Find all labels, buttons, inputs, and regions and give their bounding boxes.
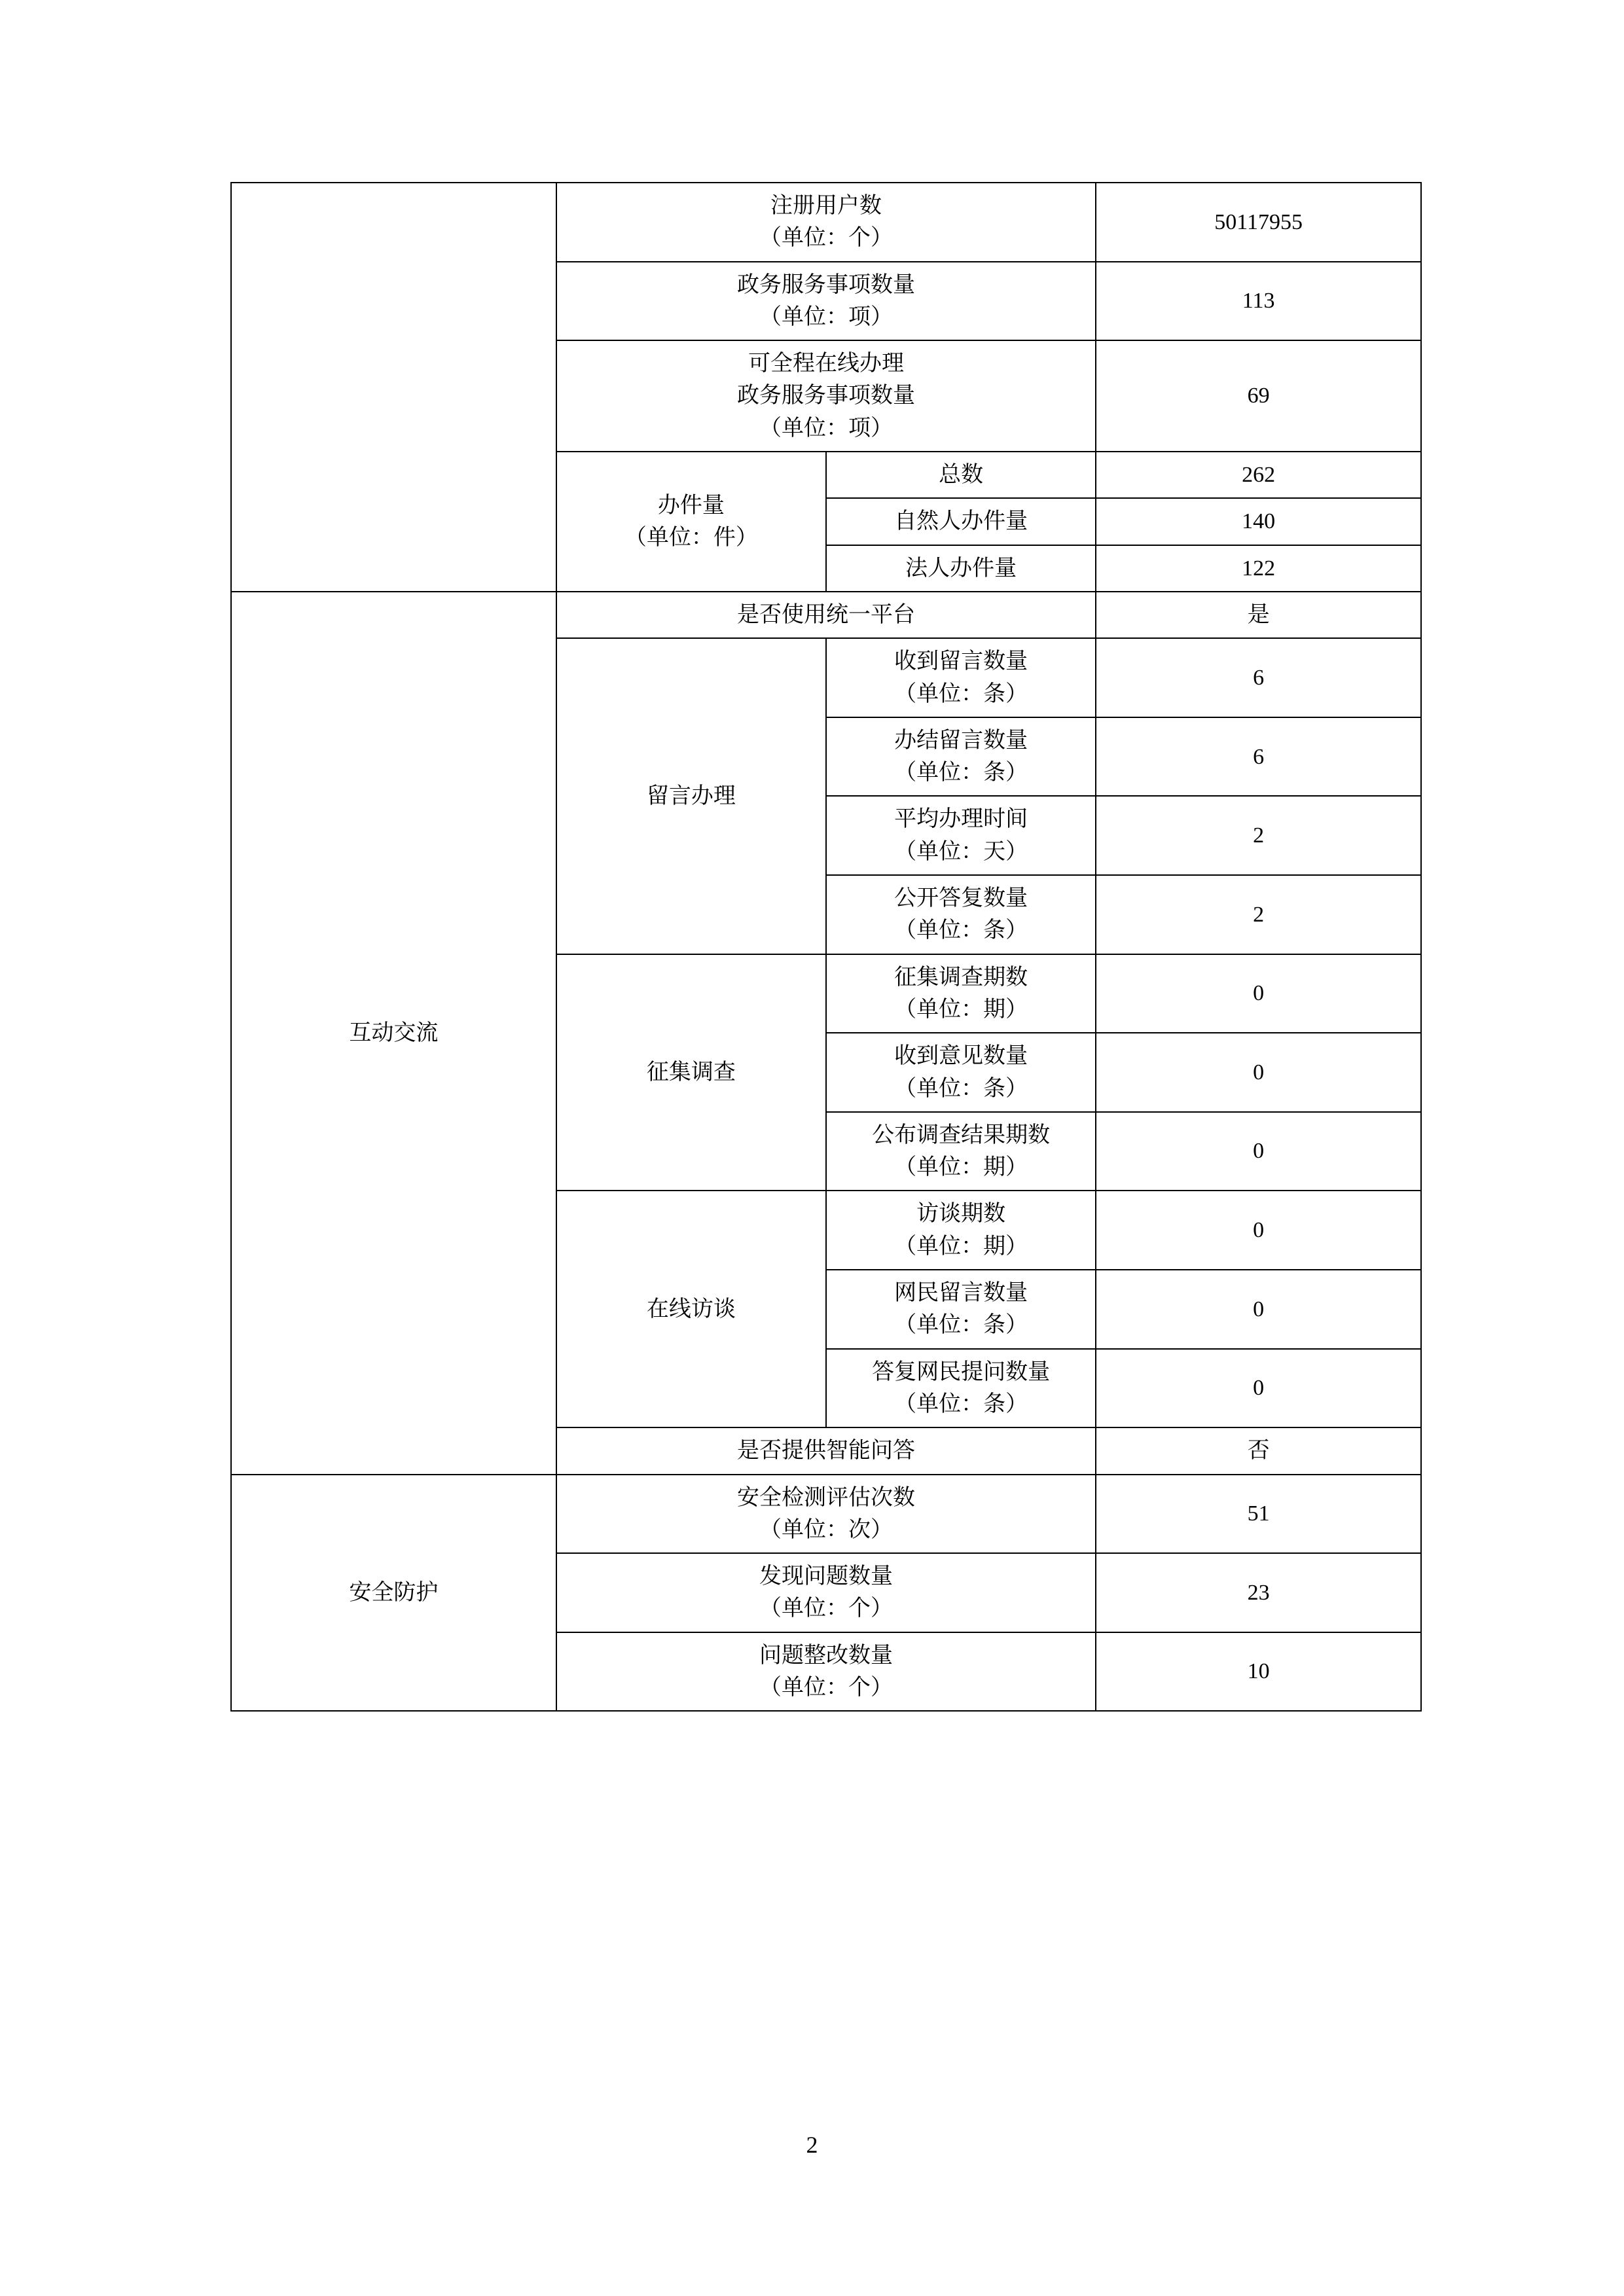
item-label: 在线访谈 (646, 1297, 736, 1321)
table-row (231, 592, 1421, 638)
value-smart-qa: 否 (1096, 1427, 1421, 1474)
sub-label-legal-person: 法人办件量 (826, 545, 1096, 592)
sub-unit: （单位：条） (894, 1076, 1028, 1101)
value-messages-completed: 6 (1096, 717, 1421, 797)
item-cell-smart-qa (556, 1427, 1096, 1474)
value-opinions-received: 0 (1096, 1033, 1421, 1112)
sub-label: 收到留言数量 (894, 649, 1028, 674)
item-cell-issues-rectified (556, 1632, 1096, 1712)
sub-cell-published-results (826, 1112, 1096, 1191)
sub-cell-netizen-messages (826, 1270, 1096, 1349)
item-cell-service-items (556, 262, 1096, 341)
item-cell-fully-online-items (556, 340, 1096, 452)
sub-label-total: 总数 (826, 452, 1096, 498)
sub-label: 公开答复数量 (894, 886, 1028, 911)
sub-label: 平均办理时间 (894, 807, 1028, 832)
report-table-container (230, 182, 1422, 1712)
item-cell-unified-platform (556, 592, 1096, 638)
item-unit: （单位：次） (759, 1517, 893, 1542)
value-unified-platform: 是 (1096, 592, 1421, 638)
item-cell-registered-users (556, 183, 1096, 262)
item-unit: （单位：个） (759, 226, 893, 251)
item-cell-security-assessments (556, 1475, 1096, 1554)
item-unit: （单位：个） (759, 1596, 893, 1621)
value-messages-received: 6 (1096, 638, 1421, 717)
item-label: 注册用户数 (770, 194, 882, 218)
table-row (231, 1475, 1421, 1554)
item-label-line2: 政务服务事项数量 (736, 384, 915, 408)
value-published-results: 0 (1096, 1112, 1421, 1191)
sub-unit: （单位：条） (894, 1313, 1028, 1338)
sub-label: 收到意见数量 (894, 1044, 1028, 1069)
sub-label: 访谈期数 (916, 1202, 1006, 1227)
sub-unit: （单位：天） (894, 839, 1028, 864)
item-cell-message-handling (556, 638, 826, 954)
value-security-assessments: 51 (1096, 1475, 1421, 1554)
value-netizen-messages: 0 (1096, 1270, 1421, 1349)
item-cell-issues-found (556, 1553, 1096, 1632)
item-cell-online-interview (556, 1191, 826, 1427)
item-unit: （单位：个） (759, 1675, 893, 1700)
category-cell-online-service (231, 183, 556, 592)
value-fully-online-items: 69 (1096, 340, 1421, 452)
sub-unit: （单位：条） (894, 761, 1028, 785)
item-label-line1: 可全程在线办理 (748, 351, 904, 376)
item-cell-survey (556, 954, 826, 1191)
sub-unit: （单位：期） (894, 1155, 1028, 1180)
sub-cell-interview-sessions (826, 1191, 1096, 1270)
item-unit: （单位：件） (624, 526, 758, 550)
item-label: 征集调查 (646, 1060, 736, 1085)
sub-unit: （单位：条） (894, 681, 1028, 706)
sub-label: 网民留言数量 (894, 1281, 1028, 1306)
item-label: 是否使用统一平台 (736, 602, 915, 627)
sub-cell-average-handling-time (826, 796, 1096, 875)
item-label: 政务服务事项数量 (736, 272, 915, 297)
sub-cell-opinions-received (826, 1033, 1096, 1112)
sub-unit: （单位：条） (894, 1391, 1028, 1416)
value-legal-person-cases: 122 (1096, 545, 1421, 592)
value-average-handling-time: 2 (1096, 796, 1421, 875)
item-label: 留言办理 (646, 783, 736, 808)
value-service-items: 113 (1096, 262, 1421, 341)
value-public-replies: 2 (1096, 875, 1421, 954)
sub-label: 公布调查结果期数 (872, 1122, 1051, 1147)
sub-unit: （单位：期） (894, 997, 1028, 1022)
government-website-statistics-table (230, 182, 1422, 1712)
item-label: 发现问题数量 (759, 1564, 893, 1589)
item-label: 办件量 (657, 493, 725, 518)
sub-label: 征集调查期数 (894, 965, 1028, 990)
sub-label: 办结留言数量 (894, 728, 1028, 753)
sub-cell-survey-sessions (826, 954, 1096, 1033)
table-row (231, 183, 1421, 262)
value-survey-sessions: 0 (1096, 954, 1421, 1033)
sub-cell-messages-received (826, 638, 1096, 717)
sub-label: 答复网民提问数量 (872, 1359, 1051, 1384)
sub-label-natural-person: 自然人办件量 (826, 498, 1096, 545)
value-netizen-replies: 0 (1096, 1349, 1421, 1428)
sub-unit: （单位：期） (894, 1234, 1028, 1259)
value-total-cases: 262 (1096, 452, 1421, 498)
category-cell-security: 安全防护 (231, 1475, 556, 1712)
value-issues-found: 23 (1096, 1553, 1421, 1632)
page-number: 2 (806, 2132, 818, 2158)
sub-cell-messages-completed (826, 717, 1096, 797)
value-natural-person-cases: 140 (1096, 498, 1421, 545)
value-interview-sessions: 0 (1096, 1191, 1421, 1270)
item-label: 问题整改数量 (759, 1643, 893, 1668)
item-unit: （单位：项） (759, 304, 893, 329)
item-unit: （单位：项） (759, 416, 893, 440)
value-issues-rectified: 10 (1096, 1632, 1421, 1712)
sub-unit: （单位：条） (894, 918, 1028, 943)
category-cell-interaction: 互动交流 (231, 592, 556, 1475)
item-label: 是否提供智能问答 (736, 1439, 915, 1463)
sub-cell-public-replies (826, 875, 1096, 954)
item-label: 安全检测评估次数 (736, 1485, 915, 1510)
item-cell-handled-cases (556, 452, 826, 592)
sub-cell-netizen-replies (826, 1349, 1096, 1428)
value-registered-users: 50117955 (1096, 183, 1421, 262)
